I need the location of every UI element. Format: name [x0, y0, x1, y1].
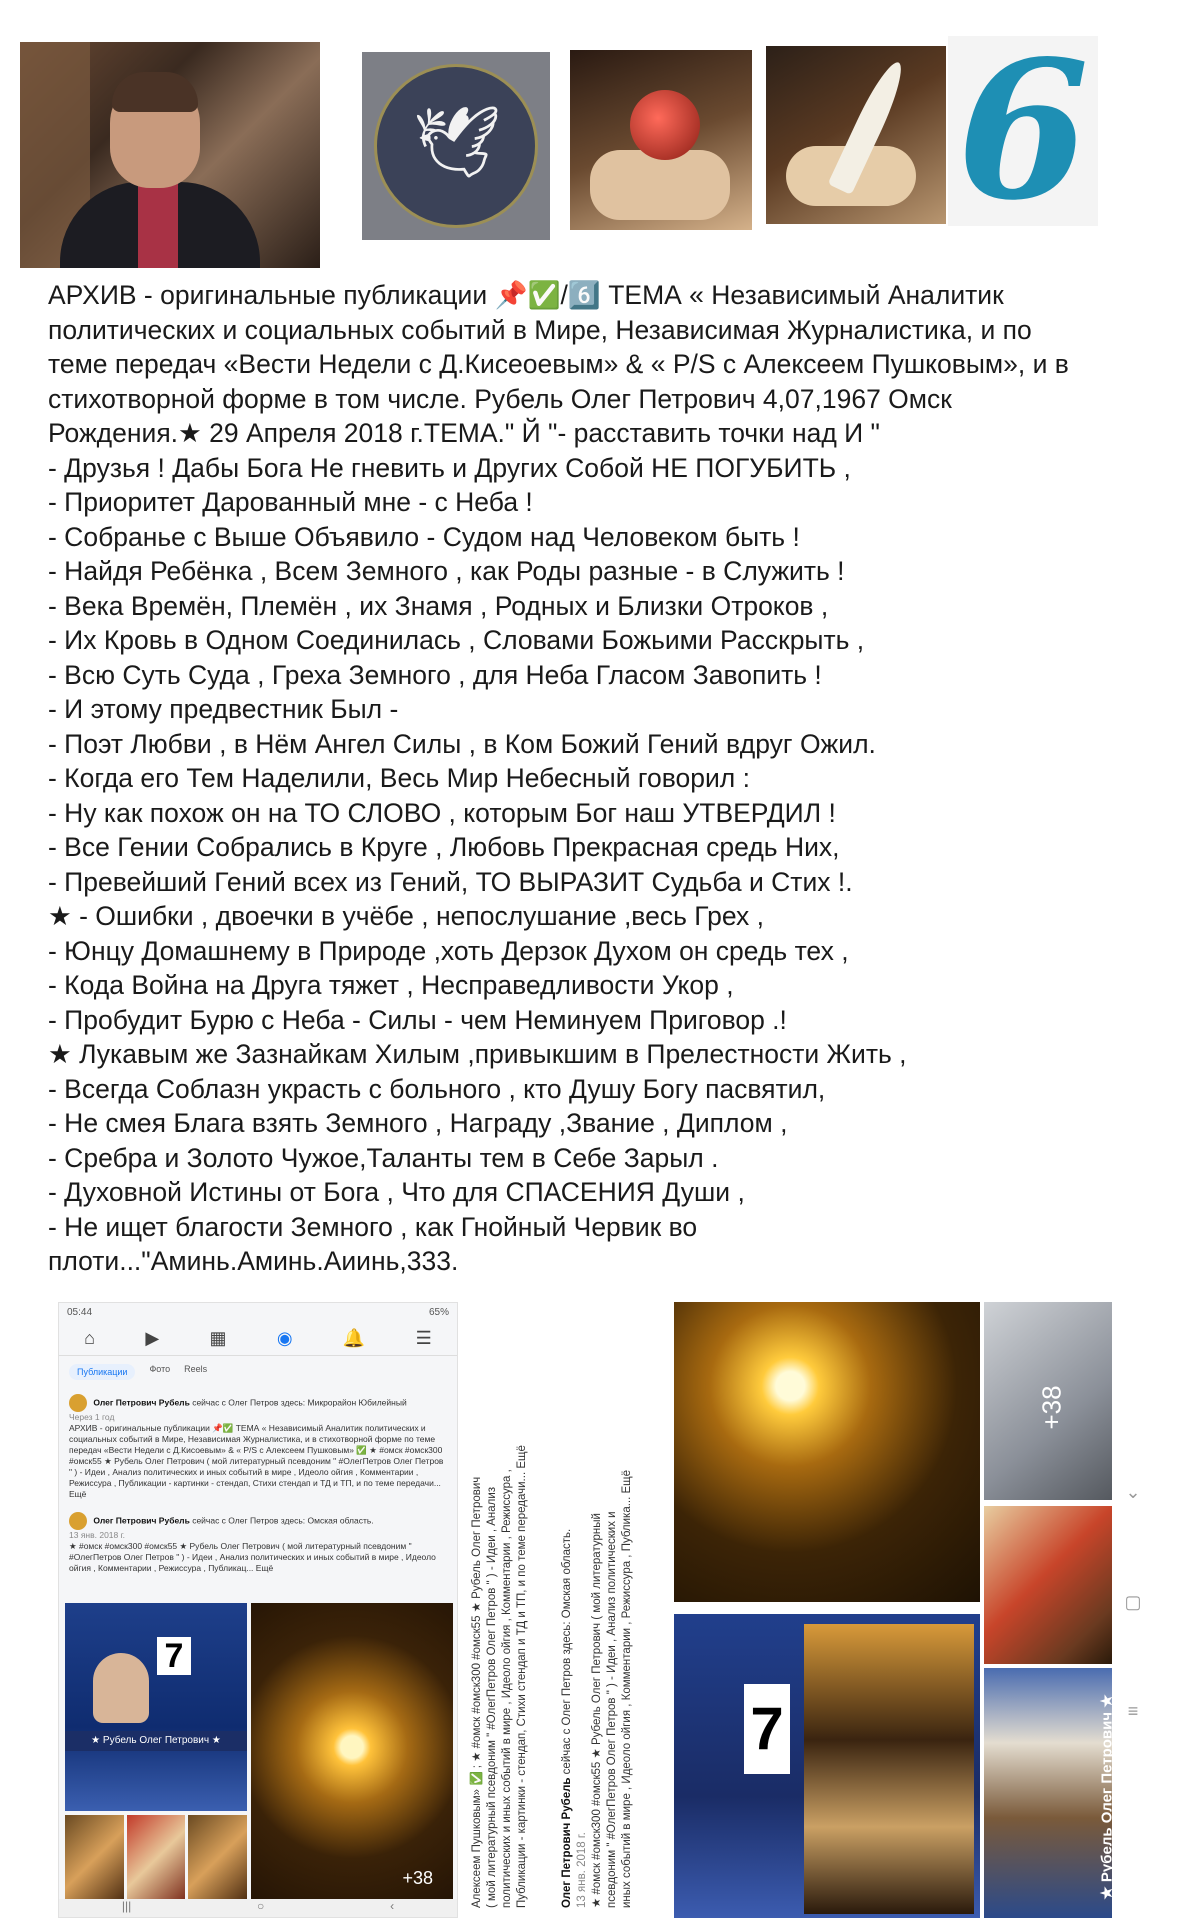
more-photos-count[interactable]: +38: [1036, 1385, 1067, 1430]
text-line: иных событий в мире , Идеоло ойгия , Комментарии , Режиссура , Публика... Ещё: [621, 1469, 633, 1908]
text-line: - Кода Война на Друга тяжет , Несправедливости Укор ,: [48, 970, 734, 1000]
text-line: ★ Лукавым же Зазнайкам Хилым ,привыкшим в Прелестности Жить ,: [48, 1039, 907, 1069]
text-line: плоти..."Аминь.Аминь.Аиинь,333.: [48, 1246, 459, 1276]
dove-emblem-image[interactable]: [362, 52, 550, 240]
author-photo[interactable]: [20, 42, 320, 268]
notifications-icon[interactable]: 🔔: [342, 1327, 366, 1348]
thumbnail[interactable]: [127, 1815, 186, 1903]
channel-number: 7: [157, 1637, 191, 1675]
text-line: - Всегда Соблазн украсть с больного , кто Душу Богу пасвятил,: [48, 1073, 826, 1104]
sun-in-hand-photo[interactable]: [251, 1603, 453, 1903]
recents-icon[interactable]: ≡: [1127, 1701, 1139, 1721]
post-date: 13 янв. 2018 г.: [69, 1530, 126, 1540]
back-icon[interactable]: ‹: [390, 1899, 395, 1913]
facebook-screenshot[interactable]: [58, 1302, 458, 1918]
text-line: Алексеем Пушковым» ✅ ; ★ #омск #омск300 #омск55 ★ Рубель Олег Петрович: [471, 1476, 483, 1908]
quill-image[interactable]: [766, 46, 946, 224]
battery-level: 65%: [428, 1307, 449, 1318]
number-six-image[interactable]: 6: [948, 36, 1098, 226]
text-line: - Всю Суть Суда , Греха Земного , для Неба Гласом Завопить !: [48, 659, 822, 690]
channel-number: 7: [744, 1684, 790, 1774]
profile-icon[interactable]: ◉: [276, 1327, 293, 1348]
text-line: политических и социальных событий в Мире, Независимая Журналистика, и по: [48, 314, 1032, 345]
text-line: - Найдя Ребёнка , Всем Земного , как Роды разные - в Служить !: [48, 556, 845, 586]
text-line: Рождения.★ 29 Апреля 2018 г.ТЕМА." Й "- расставить точки над И ": [48, 418, 880, 448]
back-icon[interactable]: ⌄: [1125, 1482, 1141, 1502]
home-button-icon[interactable]: ○: [257, 1899, 265, 1913]
post-meta: сейчас с Олег Петров здесь: Микрорайон Юбилейный: [192, 1397, 407, 1408]
dove-icon: 🕊: [412, 103, 502, 181]
banner-photo[interactable]: [984, 1668, 1116, 1918]
heart-icon: [630, 90, 700, 160]
hair: [112, 72, 198, 112]
tab-reels[interactable]: Reels: [184, 1364, 208, 1374]
text-line: - Юнцу Домашнему в Природе ,хоть Дерзок Духом он средь тех ,: [48, 935, 849, 966]
text-line: стихотворной форме в том числе. Рубель Олег Петрович 4,07,1967 Омск: [48, 383, 952, 414]
text-line: - Поэт Любви , в Нём Ангел Силы , в Ком Божий Гений вдруг Ожил.: [48, 728, 876, 759]
feather-photo[interactable]: [984, 1302, 1112, 1500]
text-line: - Друзья ! Дабы Бога Не гневить и Других Собой НЕ ПОГУБИТЬ ,: [48, 452, 851, 483]
post-author[interactable]: Олег Петрович Рубель: [93, 1397, 190, 1408]
thumbnail-row: [65, 1815, 247, 1903]
text-line: Публикации - картинки - стендап, Стихи стендап и ТД и ТП, и по теме передачи... Ещё: [516, 1445, 528, 1908]
post-date: Через 1 год: [69, 1412, 115, 1422]
post-meta: сейчас с Олег Петров здесь: Омская область.: [192, 1515, 374, 1526]
text-line: - Собранье с Выше Объявило - Судом над Человеком быть !: [48, 521, 800, 552]
tv-banner: ★ Рубель Олег Петрович ★: [65, 1731, 247, 1751]
tab-posts[interactable]: Публикации: [69, 1364, 135, 1380]
android-nav-bar: [1120, 1482, 1146, 1722]
text-line: - Когда его Тем Наделили, Весь Мир Небесный говорил :: [48, 763, 750, 793]
text-line: - Века Времён, Племён , их Знамя , Родных и Близки Отроков ,: [48, 590, 829, 621]
text-line: теме передач «Вести Недели с Д.Кисеоевым» & « P/S с Алексеем Пушковым», и в: [48, 349, 1069, 379]
home-button-icon[interactable]: ▢: [1124, 1591, 1142, 1612]
android-nav-bar: [59, 1899, 457, 1917]
tab-photos[interactable]: Фото: [149, 1364, 171, 1374]
post-text: [48, 278, 1168, 1279]
status-time: 05:44: [67, 1307, 93, 1318]
shirt: [138, 182, 178, 268]
text-line: - Пробудит Бурю с Неба - Силы - чем Неминуем Приговор .!: [48, 1004, 787, 1035]
text-line: - Ну как похож он на ТО СЛОВО , которым Бог наш УТВЕРДИЛ !: [48, 797, 836, 828]
heart-in-hand-image[interactable]: [570, 50, 752, 230]
text-line: - Духовной Истины от Бога , Что для СПАСЕНИЯ Души ,: [48, 1177, 745, 1207]
recents-icon[interactable]: |||: [121, 1899, 132, 1913]
text-line: политических и иных событий в мире , Идеоло ойгия , Комментарии , Режиссура ,: [501, 1469, 513, 1908]
more-photos-count[interactable]: +38: [402, 1868, 433, 1888]
top-nav: [59, 1321, 457, 1356]
post-author[interactable]: Олег Петрович Рубель: [93, 1515, 190, 1526]
menu-icon[interactable]: ☰: [415, 1327, 432, 1348]
text-line: ★ - Ошибки , двоечки в учёбе , непослушание ,весь Грех ,: [48, 901, 764, 931]
banner-text: ★ Рубель Олег Петрович ★: [1098, 1694, 1116, 1900]
text-line: - Все Гении Собрались в Круге , Любовь Прекрасная средь Них,: [48, 832, 840, 862]
profile-tabs: [59, 1356, 457, 1388]
thumbnail[interactable]: [65, 1815, 124, 1903]
text-line: ★ #омск #омск300 #омск55 ★ Рубель Олег Петрович ( мой литературный: [591, 1513, 603, 1908]
text-line: ( мой литературный псевдоним " #ОлегПетров Олег Петров " ) - Идеи , Анализ: [486, 1486, 498, 1908]
post-meta: сейчас с Олег Петров здесь: Омская область.: [561, 1528, 573, 1775]
post-card: [59, 1388, 457, 1506]
avatar[interactable]: [69, 1394, 87, 1412]
post-card: [59, 1506, 457, 1580]
text-line: - Превейший Гений всех из Гений, ТО ВЫРАЗИТ Судьба и Стих !.: [48, 866, 853, 897]
post-author[interactable]: Олег Петрович Рубель: [561, 1777, 573, 1908]
thumbnail[interactable]: [188, 1815, 247, 1903]
post-body: АРХИВ - оригинальные публикации 📌✅ ТЕМА « Независимый Аналитик политических и социальных событий в Мире, Независимая Журналистика, и в стихотворной форме по теме передач «Вести Недели с Д.Кисоевым» & « P/S с Алексеем Пушковым» ✅ ★ #омск #омск300 #омск55 ★ Рубель Олег Петрович ( мой литературный псевдоним " #ОлегПетров Олег Петров " ) - Идеи , Анализ политических и иных событий в мире , Идеоло ойгия , Комментарии , Режиссура , Публикации - картинки - стендап, Стихи стендап и ТД и ТП, и по теме передачи... Ещё: [69, 1423, 444, 1499]
text-line: - Приоритет Дарованный мне - с Неба !: [48, 487, 533, 517]
home-icon[interactable]: ⌂: [84, 1327, 96, 1348]
icon-painting-photo[interactable]: [984, 1506, 1112, 1664]
rotated-photo-grid[interactable]: [674, 1302, 1150, 1918]
text-line: АРХИВ - оригинальные публикации 📌✅/6️⃣ ТЕМА « Независимый Аналитик: [48, 280, 1004, 310]
photo-grid: [65, 1603, 453, 1903]
text-line: - Сребра и Золото Чужое,Таланты тем в Себе Зарыл .: [48, 1142, 719, 1173]
text-line: - Их Кровь в Одном Соединилась , Словами Божьими Расскрыть ,: [48, 625, 865, 655]
avatar[interactable]: [69, 1512, 87, 1530]
text-line: псевдоним " #ОлегПетров Олег Петров " ) - Идеи , Анализ политических и: [606, 1511, 618, 1908]
status-bar: [59, 1303, 457, 1321]
tv-news-photo[interactable]: [674, 1614, 980, 1918]
video-icon[interactable]: ▶: [145, 1327, 160, 1348]
anchor: [93, 1653, 149, 1723]
marketplace-icon[interactable]: ▦: [209, 1327, 227, 1348]
tv-news-photo[interactable]: [65, 1603, 247, 1811]
text-line: - Не ищет благости Земного , как Гнойный Червик во: [48, 1211, 698, 1242]
screenshot-collage: [58, 1302, 1150, 1918]
text-line: - Не смея Блага взять Земного , Награду ,Звание , Диплом ,: [48, 1108, 788, 1138]
hand: [590, 150, 730, 220]
text-line: - И этому предвестник Был -: [48, 694, 399, 724]
post-date: 13 янв. 2018 г.: [576, 1832, 588, 1908]
sun-in-hand-photo[interactable]: [674, 1302, 980, 1602]
photo-strip: [804, 1624, 974, 1914]
post-body: ★ #омск #омск300 #омск55 ★ Рубель Олег Петрович ( мой литературный псевдоним " #ОлегПетров Олег Петров " ) - Идеи , Анализ политических и иных событий в мире , Идеоло ойгия , Комментарии , Режиссура , Публикац... Ещё: [69, 1541, 436, 1573]
